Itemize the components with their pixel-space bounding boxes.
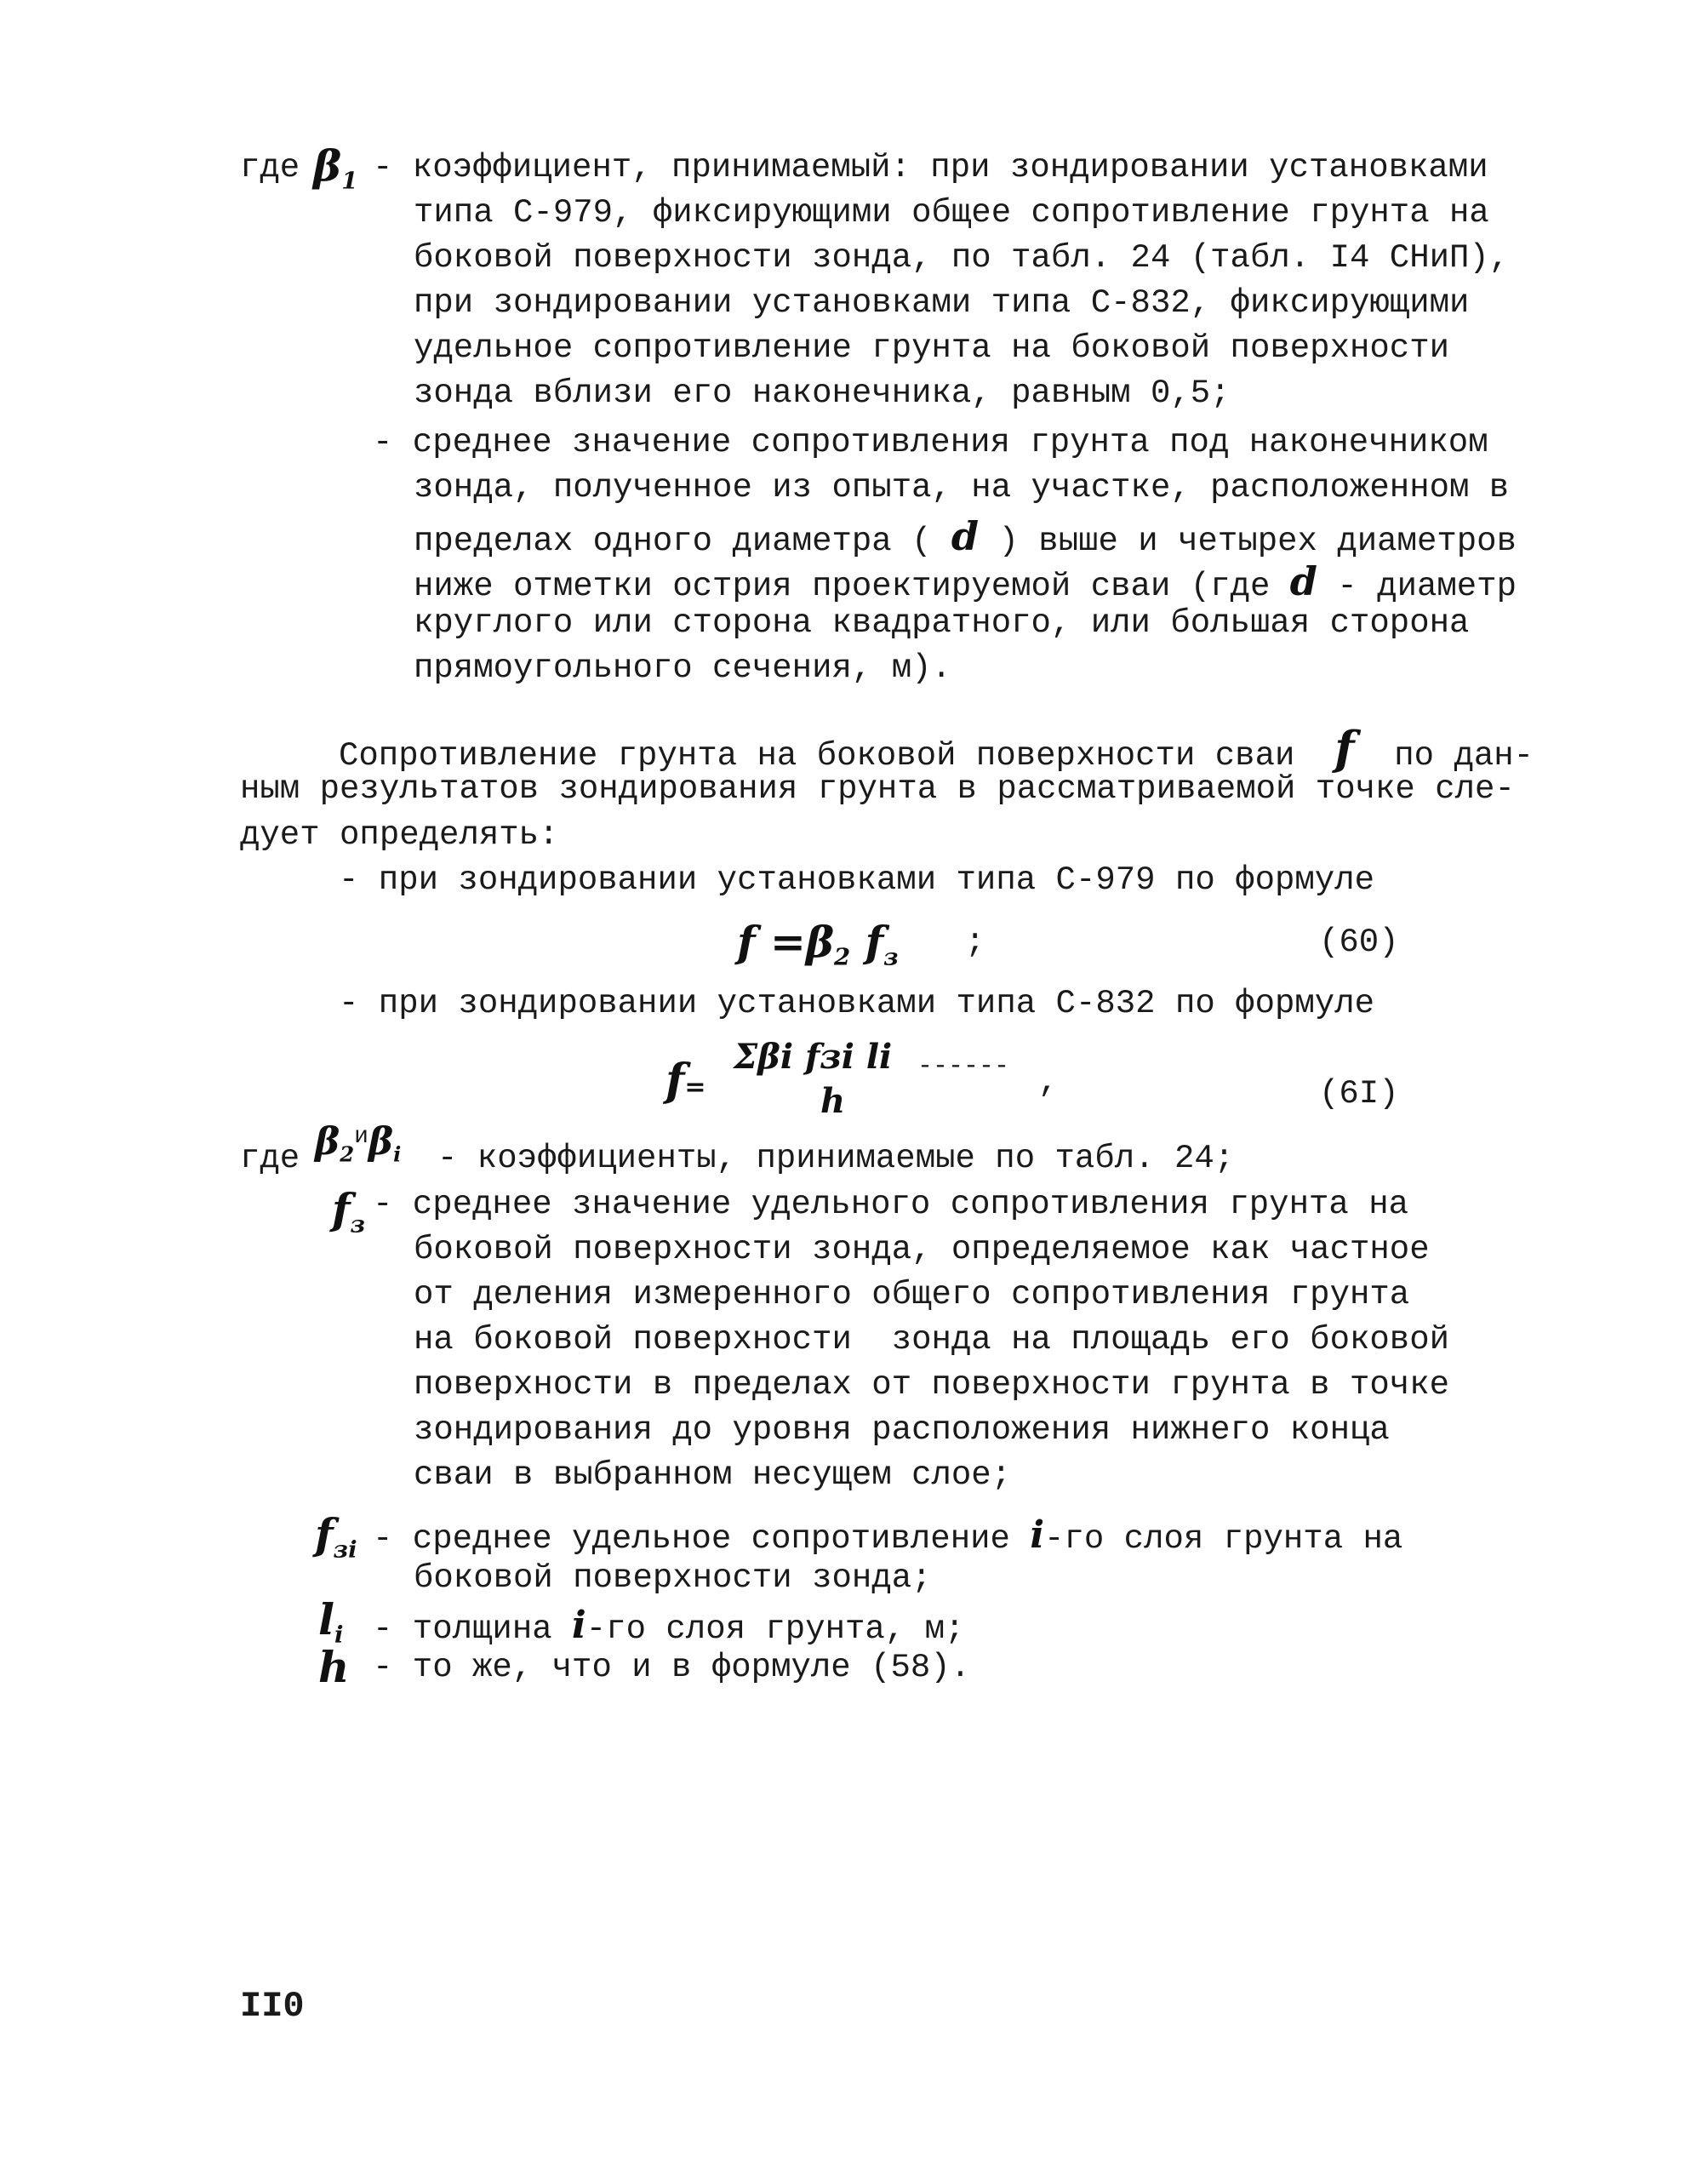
where-label-2: где — [240, 1140, 300, 1177]
qs-def-line-6: прямоугольного сечения, м). — [414, 649, 951, 687]
para-line-2: ным результатов зондирования грунта в рассматриваемой точке сле- — [240, 770, 1515, 808]
h-symbol: h — [318, 1642, 350, 1692]
fz-def-line-6: зондирования до уровня расположения нижнего конца — [414, 1411, 1390, 1449]
fz-def-line-5: поверхности в пределах от поверхности грунта в точке — [414, 1366, 1449, 1404]
qs-def-line-1: - среднее значение сопротивления грунта под наконечником — [373, 424, 1488, 461]
beta1-symbol: $\beta_1$ — [313, 140, 358, 195]
d-symbol-2: d — [1289, 558, 1317, 604]
li-symbol: $l_i$ — [318, 1594, 344, 1649]
betai-symbol: $\beta_i$ — [368, 1120, 402, 1167]
fzi-def-line-2: боковой поверхности зонда; — [414, 1559, 932, 1597]
beta2-and-betai: $\beta_2^и\beta_i$ — [315, 1120, 402, 1167]
fz-def-line-3: от деления измеренного общего сопротивления грунта — [414, 1276, 1410, 1313]
beta1-def-line-6: зонда вблизи его наконечника, равным 0,5; — [414, 375, 1231, 412]
beta1-def-line-2: типа С-979, фиксирующими общее сопротивление грунта на — [414, 194, 1489, 232]
formula-61-number: (6I) — [1319, 1075, 1399, 1112]
formula-60: $f =\beta_2$ $f_з$ — [737, 917, 899, 971]
fz-def-line-7: сваи в выбранном несущем слое; — [414, 1456, 1012, 1494]
fz-def-line-2: боковой поверхности зонда, определяемое как частное — [414, 1231, 1430, 1268]
fzi-def-line-1: - среднее удельное сопротивление i-го слоя грунта на — [373, 1513, 1403, 1558]
formula-60-number: (60) — [1319, 924, 1399, 961]
formula-61-denominator: h — [820, 1081, 846, 1121]
formula-60-semicolon: ; — [965, 924, 985, 961]
qs-def-line-3: пределах одного диаметра ( d ) выше и четырех диаметров — [414, 513, 1517, 560]
fz-def-line-1: - среднее значение удельного сопротивления грунта на — [373, 1186, 1408, 1223]
formula-61-lead: - при зондировании установками типа С-832 по формуле — [339, 985, 1374, 1022]
fzi-symbol: $f_{зi}$ — [315, 1509, 357, 1564]
li-def-line: - толщина i-го слоя грунта, м; — [373, 1604, 965, 1648]
fz-def-line-4: на боковой поверхности зонда на площадь его боковой — [414, 1321, 1449, 1358]
beta1-def-line-4: при зондировании установками типа С-832, фиксирующими — [414, 284, 1470, 322]
beta1-def-line-5: удельное сопротивление грунта на боковой поверхности — [414, 329, 1449, 367]
para-line-3: дует определять: — [240, 816, 559, 854]
i-symbol-2: i — [572, 1604, 586, 1647]
d-symbol: d — [951, 513, 980, 559]
qs-def-line-4: ниже отметки острия проектируемой сваи (где d - диаметр — [414, 558, 1517, 605]
h-def-line: - то же, что и в формуле (58). — [373, 1649, 971, 1686]
beta2-betai-def: - коэффициенты, принимаемые по табл. 24; — [437, 1140, 1235, 1177]
f-symbol: f — [1334, 721, 1355, 775]
formula-61-numerator: Σβi fзi li — [734, 1037, 893, 1077]
formula-61-comma: , — [1038, 1063, 1059, 1101]
beta2-symbol: $\beta_2$ — [315, 1120, 355, 1167]
qs-def-line-5: круглого или сторона квадратного, или большая сторона — [414, 604, 1470, 642]
fz-symbol: $f_з$ — [332, 1184, 366, 1238]
beta1-def-line-1: - коэффициент, принимаемый: при зондировании установками — [373, 149, 1488, 186]
para-line-1: Сопротивление грунта на боковой поверхности сваи f по дан- — [339, 721, 1534, 775]
formula-61-dashes: ------ — [917, 1052, 1010, 1081]
formula-60-lead: - при зондировании установками типа С-979 по формуле — [339, 861, 1374, 899]
i-symbol: i — [1030, 1513, 1045, 1557]
beta1-def-line-3: боковой поверхности зонда, по табл. 24 (табл. I4 СНиП), — [414, 239, 1510, 277]
qs-def-line-2: зонда, полученное из опыта, на участке, расположенном в — [414, 469, 1510, 506]
where-label: где — [240, 149, 300, 186]
page-number: II0 — [240, 1986, 305, 2027]
formula-61-lhs: f= — [665, 1055, 706, 1107]
